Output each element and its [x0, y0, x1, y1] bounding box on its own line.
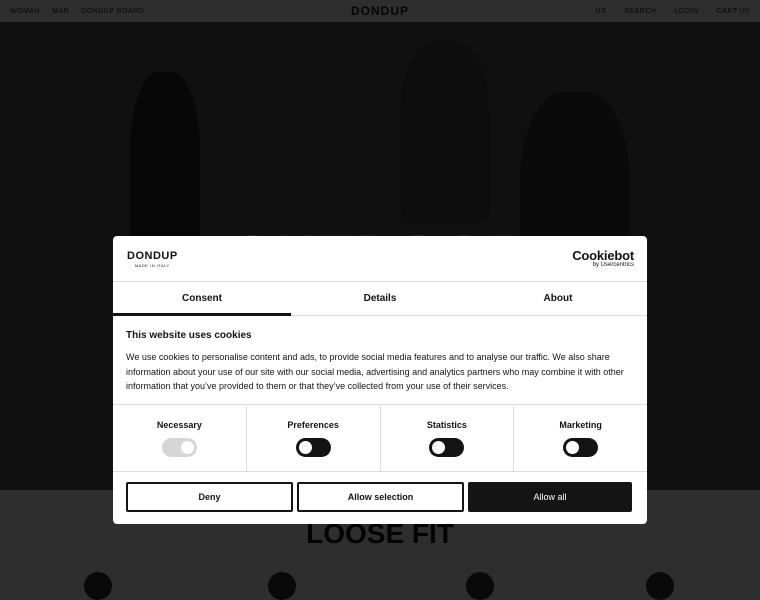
toggle-knob: [566, 441, 579, 454]
dondup-logo: [127, 250, 178, 268]
allow-all-button[interactable]: Allow all: [468, 482, 632, 512]
toggle-label: Necessary: [156, 420, 202, 430]
cookiebot-logo[interactable]: [572, 248, 634, 268]
toggle-knob: [432, 441, 445, 454]
brand-tagline: MADE IN ITALY: [134, 263, 170, 268]
cookiebot-name: Cookiebot: [572, 248, 634, 263]
toggle-group-marketing: [513, 405, 647, 471]
necessary-toggle: [162, 438, 197, 457]
dialog-body: [113, 316, 647, 404]
toggle-label: Statistics: [426, 420, 467, 430]
dialog-heading: This website uses cookies: [126, 330, 252, 341]
deny-button[interactable]: Deny: [126, 482, 293, 512]
statistics-toggle[interactable]: [429, 438, 464, 457]
toggle-knob: [181, 441, 194, 454]
toggle-group-statistics: [380, 405, 514, 471]
tab-about[interactable]: About: [543, 293, 573, 304]
preferences-toggle[interactable]: [296, 438, 331, 457]
toggle-label: Marketing: [559, 420, 602, 430]
cookiebot-sub: by Usercentrics: [592, 262, 634, 268]
consent-toggles: [113, 404, 647, 472]
toggle-group-necessary: [113, 405, 246, 471]
tab-details[interactable]: Details: [363, 293, 397, 304]
toggle-group-preferences: [246, 405, 380, 471]
marketing-toggle[interactable]: [563, 438, 598, 457]
dialog-actions: [113, 472, 647, 512]
allow-selection-button[interactable]: Allow selection: [297, 482, 464, 512]
dialog-description: We use cookies to personalise content and ads, to provide social media features and to analyse our traffic. We also share information about your use of our site with our social media, advertising and analytics partners who may combine it with other information that you’ve provided to them or that they’ve collected from your use of their services.: [126, 352, 624, 391]
toggle-knob: [299, 441, 312, 454]
toggle-label: Preferences: [287, 420, 339, 430]
cookie-consent-dialog: [113, 236, 647, 524]
dialog-tabs: [113, 282, 647, 316]
dialog-header: [113, 236, 647, 282]
tab-consent[interactable]: Consent: [113, 282, 291, 315]
brand-name: DONDUP: [127, 250, 178, 262]
